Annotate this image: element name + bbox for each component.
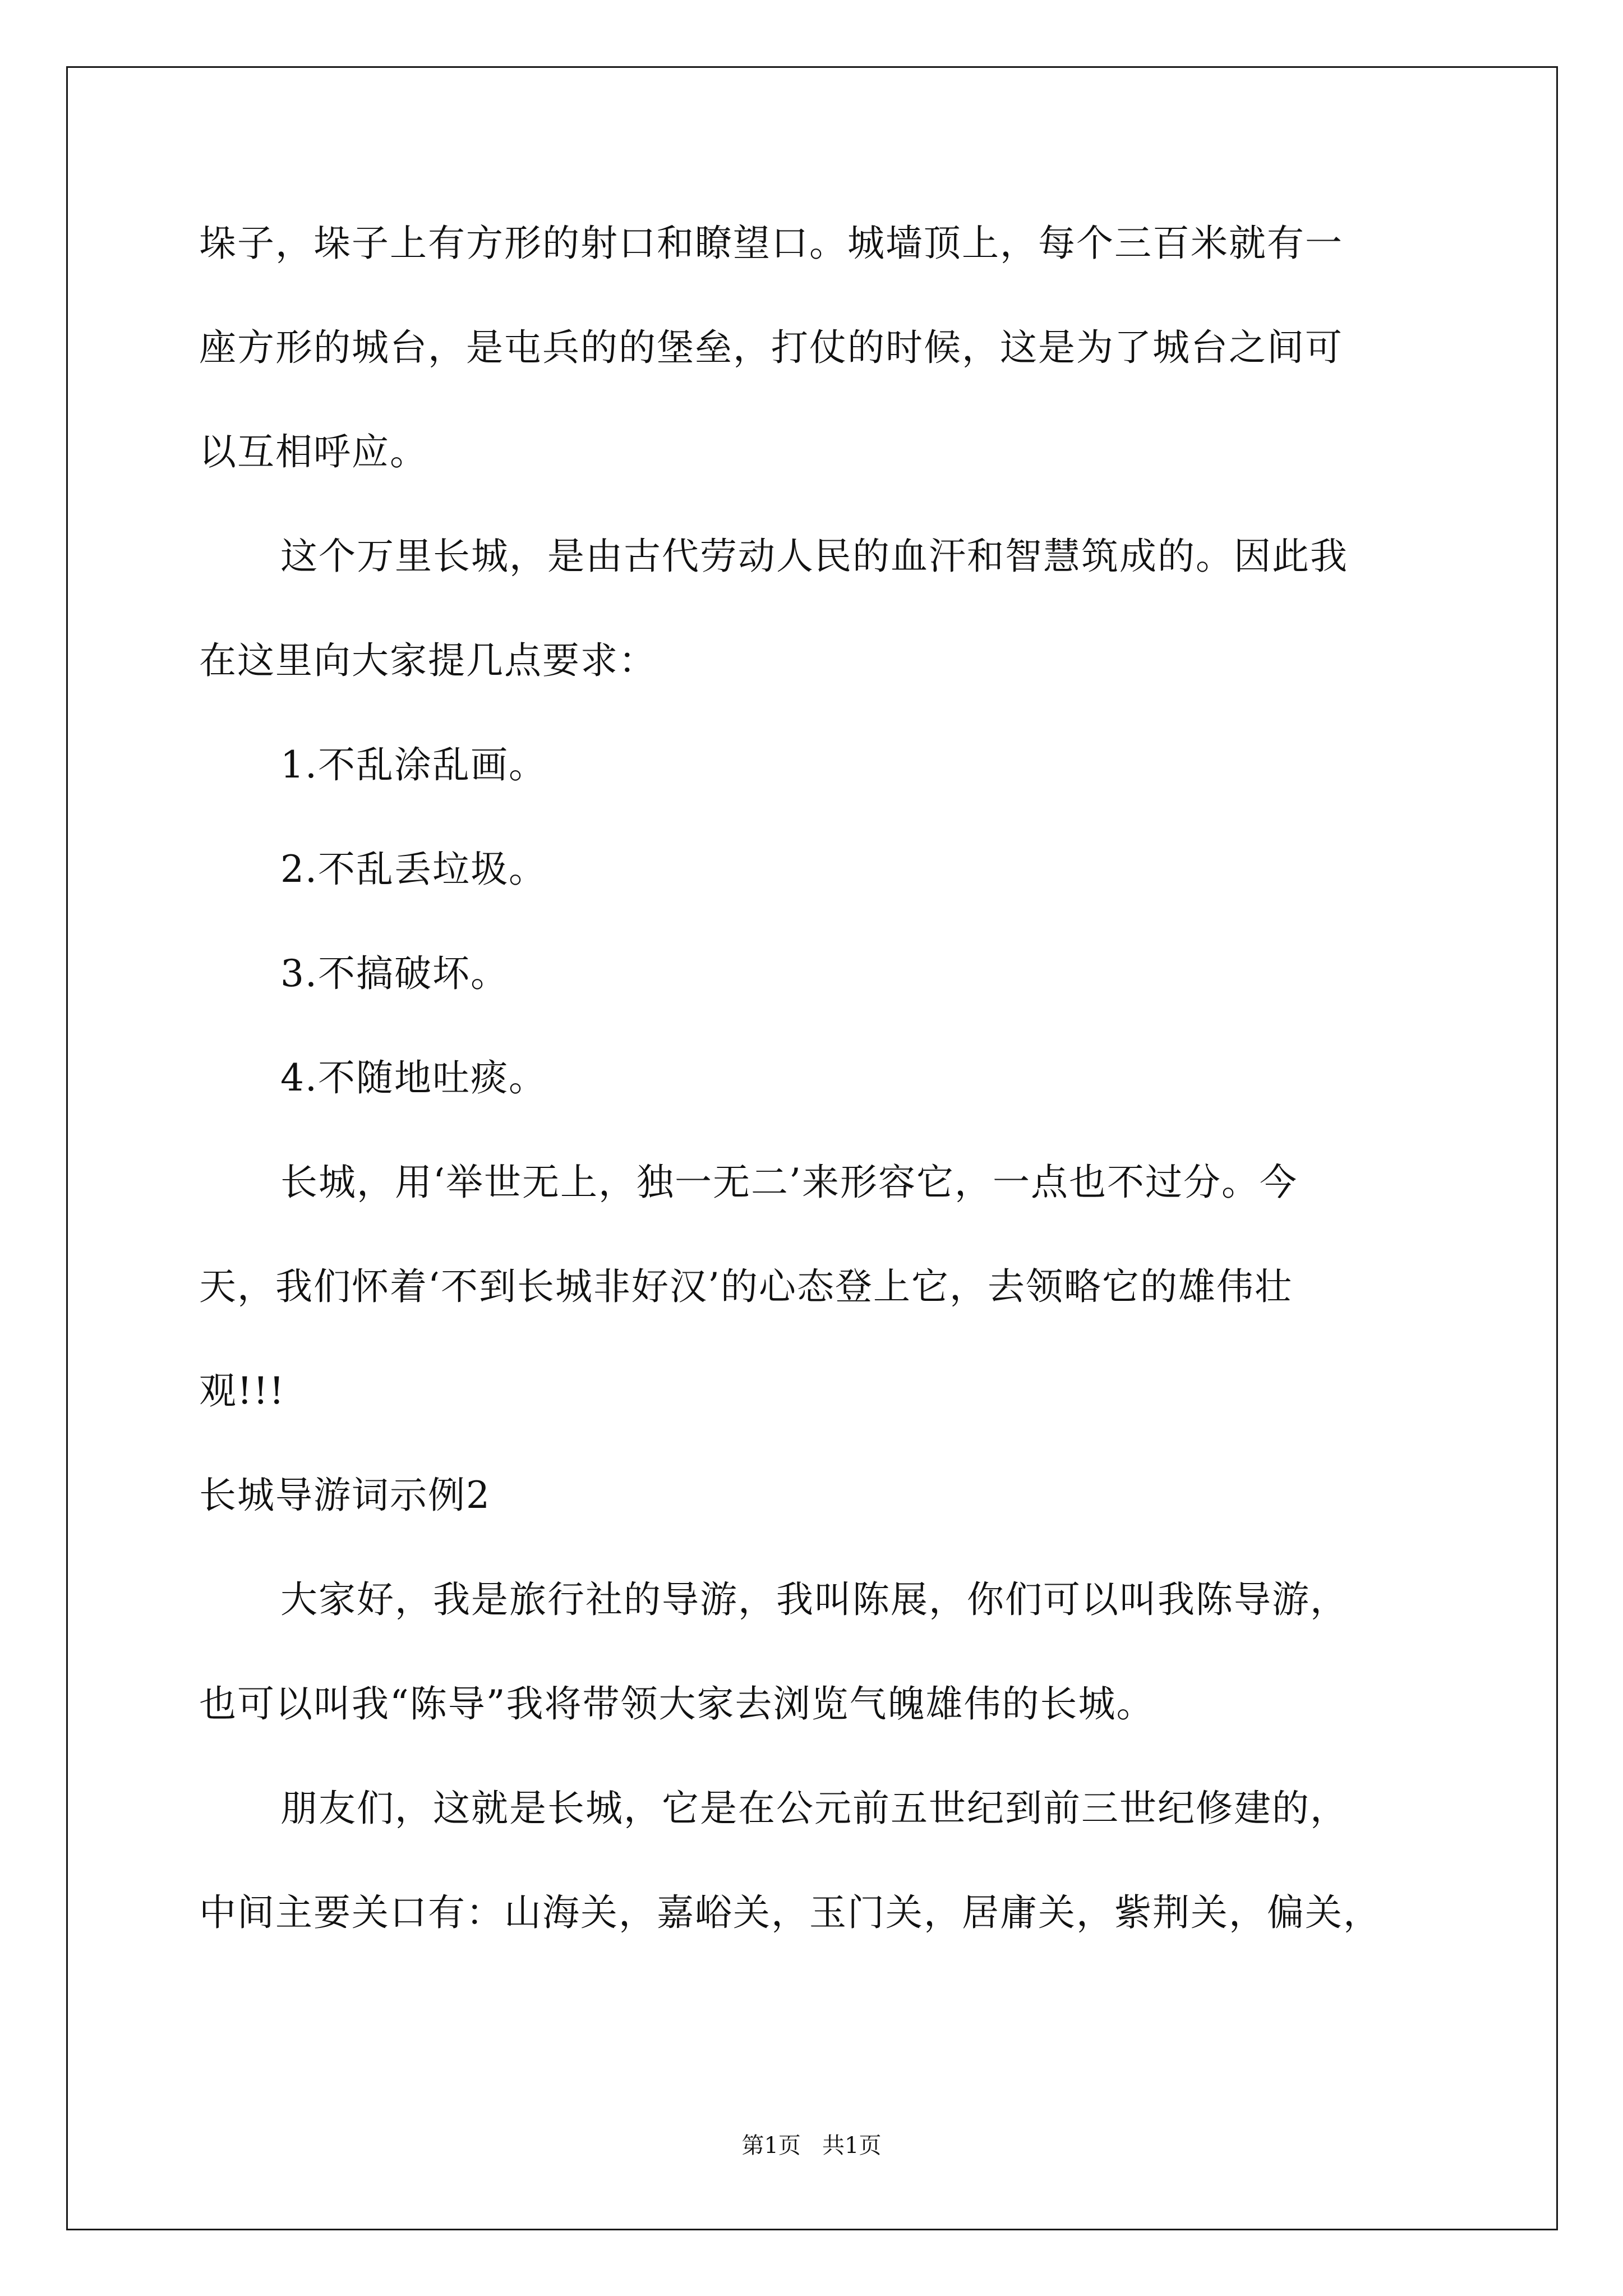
text-line: 天，我们怀着‘不到长城非好汉’的心态登上它，去领略它的雄伟壮 bbox=[199, 1265, 1293, 1308]
text-line: 中间主要关口有：山海关，嘉峪关，玉门关，居庸关，紫荆关，偏关， bbox=[199, 1891, 1381, 1934]
text-line: 观!!! bbox=[199, 1369, 285, 1412]
text-line: 垛子，垛子上有方形的射口和瞭望口。城墙顶上，每个三百米就有一 bbox=[199, 222, 1343, 265]
list-item: 1.不乱涂乱画。 bbox=[280, 743, 547, 786]
text-line: 也可以叫我“陈导”我将带领大家去浏览气魄雄伟的长城。 bbox=[199, 1682, 1155, 1726]
paragraph-start: 朋友们，这就是长城，它是在公元前五世纪到前三世纪修建的， bbox=[280, 1787, 1348, 1830]
page-number-footer: 第1页 共1页 bbox=[741, 2133, 882, 2159]
section-heading: 长城导游词示例2 bbox=[199, 1474, 491, 1517]
paragraph-start: 大家好，我是旅行社的导游，我叫陈展，你们可以叫我陈导游， bbox=[280, 1578, 1348, 1621]
text-line: 座方形的城台，是屯兵的的堡垒，打仗的时候，这是为了城台之间可 bbox=[199, 326, 1343, 369]
text-line: 以互相呼应。 bbox=[199, 430, 428, 473]
list-item: 4.不随地吐痰。 bbox=[280, 1056, 547, 1099]
list-item: 3.不搞破坏。 bbox=[280, 952, 509, 995]
list-item: 2.不乱丢垃圾。 bbox=[280, 848, 547, 891]
paragraph-start: 长城，用‘举世无上，独一无二’来形容它，一点也不过分。今 bbox=[280, 1161, 1298, 1204]
paragraph-start: 这个万里长城，是由古代劳动人民的血汗和智慧筑成的。因此我 bbox=[280, 535, 1348, 578]
text-line: 在这里向大家提几点要求： bbox=[199, 639, 657, 682]
